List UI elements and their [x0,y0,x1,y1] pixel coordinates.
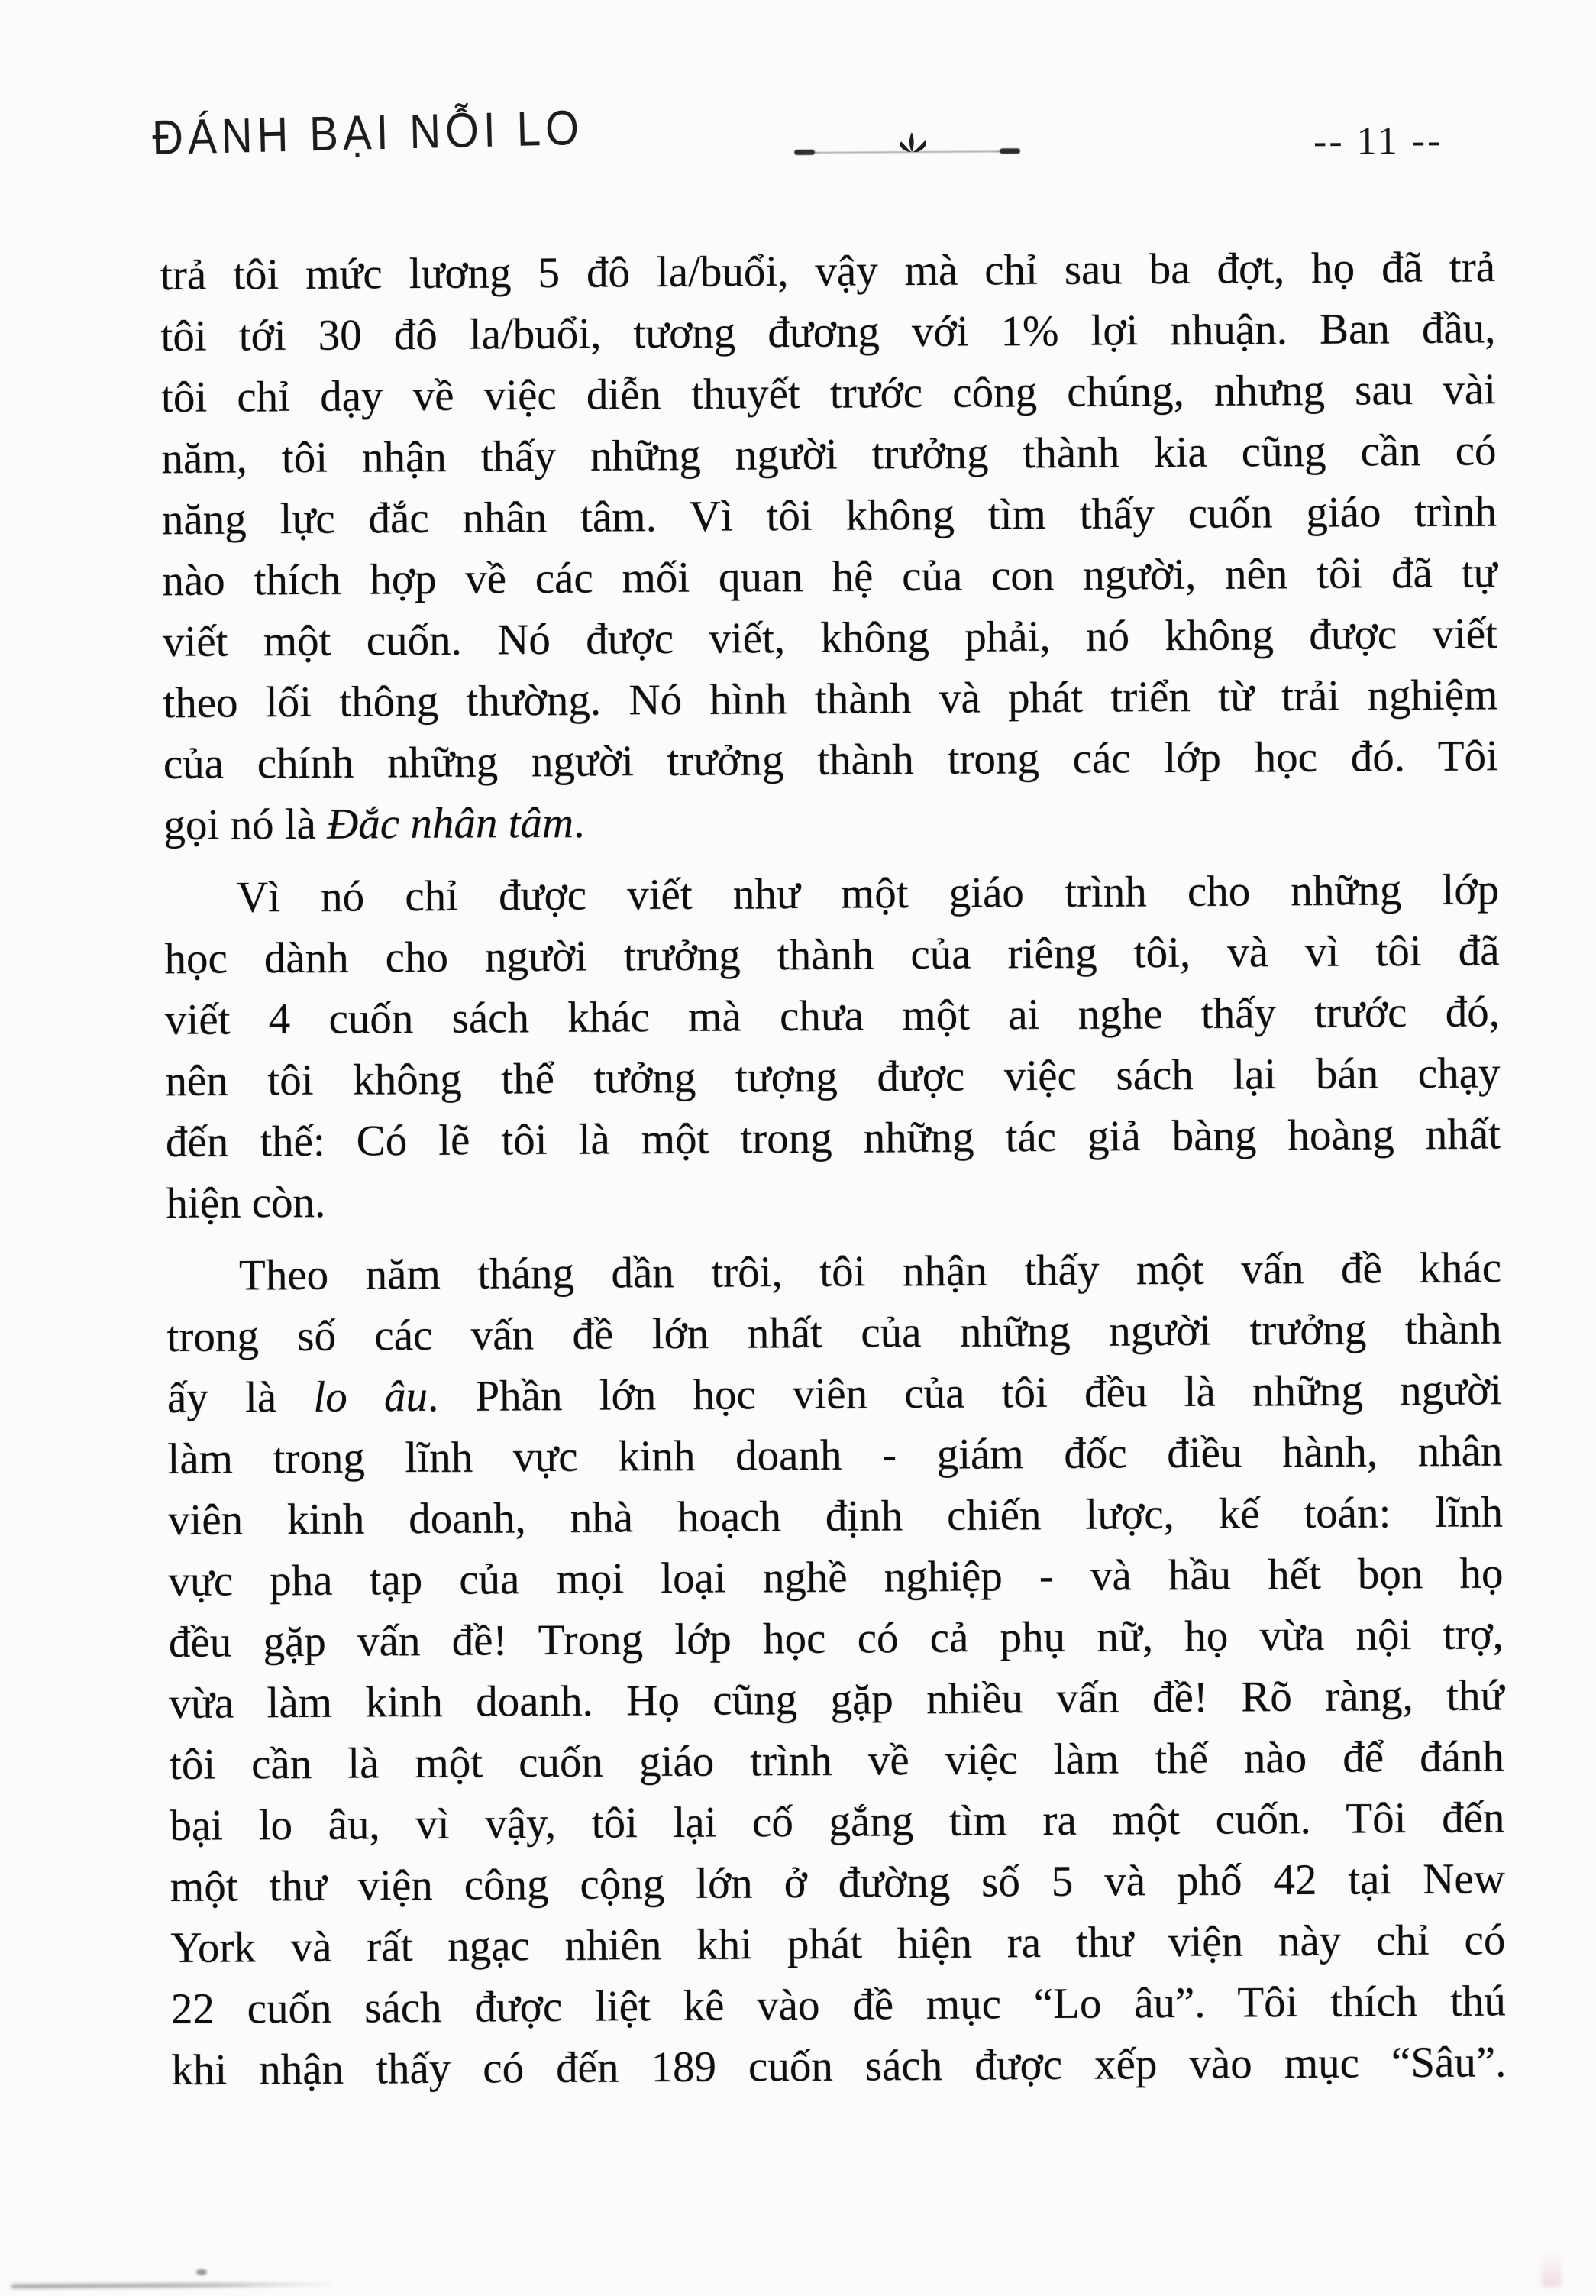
italic-text-segment: Đắc nhân tâm [326,798,574,849]
text-line [171,1971,1506,2040]
text-segment: đến thế: Có lẽ tôi là một trong những tác giả bàng hoàng nhất [165,1110,1501,1167]
text-segment: 22 cuốn sách được liệt kê vào đề mục “Lo âu”. Tôi thích thú [170,1977,1507,2034]
text-line [166,1298,1501,1368]
text-segment: nào thích hợp về các mối quan hệ của con người, nên tôi đã tự [162,548,1497,606]
text-line [170,1787,1504,1857]
text-segment: viết một cuốn. Nó được viết, không phải, nó không được viết [162,610,1498,667]
paragraph [160,237,1499,856]
text-segment: năng lực đắc nhân tâm. Vì tôi không tìm thấy cuốn giáo trình [161,487,1497,545]
text-segment: nên tôi không thể tưởng tượng được việc sách lại bán chạy [165,1049,1501,1106]
text-line [163,665,1497,734]
text-line [164,859,1499,929]
text-line [165,1043,1500,1112]
text-segment: York và rất ngạc nhiên khi phát hiện ra thư viện này chỉ có [170,1916,1506,1973]
text-line [168,1543,1503,1612]
text-line [163,787,1498,856]
text-segment: gọi nó là [163,800,328,850]
text-segment: theo lối thông thường. Nó hình thành và phát triển từ trải nghiệm [163,671,1498,728]
text-line [161,359,1496,428]
page-number: -- 11 -- [1313,118,1443,163]
text-line [171,2032,1506,2101]
text-line [161,420,1496,490]
text-segment: làm trong lĩnh vực kinh doanh - giám đốc điều hành, nhân [167,1427,1503,1484]
text-line [165,981,1500,1051]
scan-speck [196,2269,207,2275]
text-line [170,1726,1504,1796]
text-line [160,298,1495,367]
text-line [168,1482,1503,1551]
text-segment: viên kinh doanh, nhà hoạch định chiến lược, kế toán: lĩnh [167,1488,1504,1545]
text-line [170,1848,1505,1918]
text-segment: viết 4 cuốn sách khác mà chưa một ai nghe thấy trước đó, [164,988,1501,1045]
divider-end-cap [1000,148,1020,154]
header-divider [796,128,1019,162]
text-segment: bại lo âu, vì vậy, tôi lại cố gắng tìm ra một cuốn. Tôi đến [170,1793,1505,1851]
text-segment: học dành cho người trưởng thành của riêng tôi, và vì tôi đã [164,926,1500,984]
text-segment: vực pha tạp của mọi loại nghề nghiệp - và hầu hết bọn họ [168,1549,1504,1606]
text-line [163,603,1497,673]
text-line [167,1360,1502,1429]
text-segment: trả tôi mức lương 5 đô la/buổi, vậy mà chỉ sau ba đợt, họ đã trả [160,243,1496,300]
text-segment: Vì nó chỉ được viết như một giáo trình cho những lớp [236,865,1500,922]
text-segment: trong số các vấn đề lớn nhất của những người trưởng thành [166,1305,1502,1362]
text-line [169,1665,1504,1735]
page-header-title: ĐÁNH BẠI NỖI LO [151,99,584,166]
text-line [162,542,1497,612]
text-line [163,726,1498,795]
text-segment: một thư viện công cộng lớn ở đường số 5 và phố 42 tại New [170,1855,1506,1912]
text-segment: . [573,798,585,847]
text-line [166,1237,1501,1307]
text-segment: tôi chỉ dạy về việc diễn thuyết trước công chúng, nhưng sau vài [160,365,1497,422]
text-segment: vừa làm kinh doanh. Họ cũng gặp nhiều vấn đề! Rõ ràng, thứ [169,1671,1504,1728]
paragraph [166,1237,1507,2101]
text-line [160,237,1495,306]
italic-text-segment: lo âu [313,1372,428,1421]
text-segment: hiện còn. [166,1178,326,1228]
text-segment: tôi tới 30 đô la/buổi, tương đương với 1% lợi nhuận. Ban đầu, [160,304,1496,361]
text-line [167,1421,1502,1490]
text-line [169,1604,1504,1673]
text-segment: tôi cần là một cuốn giáo trình về việc làm thế nào để đánh [169,1732,1505,1790]
text-line [162,481,1497,551]
text-line [166,1104,1501,1173]
fleuron-leaf-icon [893,129,933,155]
paragraph [164,859,1501,1234]
scan-edge-shadow [11,2281,332,2291]
text-segment: khi nhận thấy có đến 189 cuốn sách được xếp vào mục “Sâu”. [171,2038,1507,2095]
text-line [166,1165,1501,1234]
text-segment: của chính những người trưởng thành trong các lớp học đó. Tôi [163,732,1499,789]
text-segment: đều gặp vấn đề! Trong lớp học có cả phụ nữ, họ vừa nội trợ, [168,1610,1504,1667]
text-line [170,1910,1505,1979]
text-segment: ấy là [166,1373,314,1423]
text-line [164,920,1499,990]
text-segment: năm, tôi nhận thấy những người trưởng thành kia cũng cần có [161,426,1497,483]
scan-smudge [1542,2252,1562,2287]
text-segment: Theo năm tháng dần trôi, tôi nhận thấy một vấn đề khác [238,1243,1502,1300]
body-text [160,237,1507,2101]
text-segment: . Phần lớn học viên của tôi đều là những người [427,1366,1503,1421]
